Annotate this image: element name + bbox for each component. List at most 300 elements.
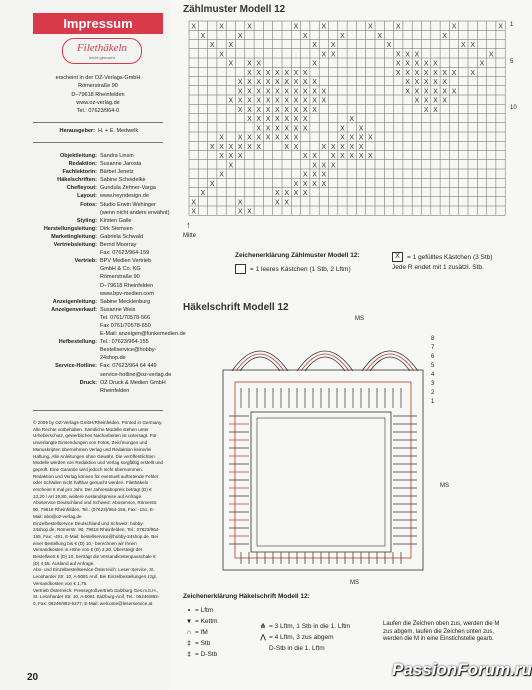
filled-cell: X [368,134,373,142]
filled-cell: X [275,79,280,87]
filled-cell: X [293,79,299,87]
crochet-chart-title: Häkelschrift Modell 12 [183,302,289,313]
filled-cell: X [330,143,336,151]
filled-cell: X [349,153,355,161]
legend-empty-text: = 1 leeres Kästchen (1 Stb, 2 Lftm) [250,265,351,273]
filled-cell: X [340,125,345,133]
row-number [510,30,517,39]
credit-label [33,290,97,298]
credit-row [33,314,163,322]
credit-row [33,201,163,209]
filled-cell: X [423,88,429,96]
filled-cell: X [284,88,289,96]
filled-cell: X [433,69,438,77]
filled-cell: X [247,208,252,216]
credit-label: Layout: [77,193,97,200]
filled-cell: X [302,97,308,105]
credit-row [33,290,163,298]
ms-label: MS [355,316,364,322]
filled-cell: X [237,143,243,151]
row-number: 10 [510,105,517,112]
filled-cell: X [340,143,345,151]
row-number [510,67,517,76]
legend-item: ‡ = Stb [183,638,218,649]
filled-cell: X [237,199,243,207]
filled-cell: X [284,97,289,105]
filled-cell: X [256,143,262,151]
filled-cell: X [414,97,420,105]
filled-cell: X [302,106,308,114]
credit-label: Vertrieb: [74,258,97,265]
row-label: 5 [431,363,435,369]
credit-value: Sandra Linsin [100,153,134,159]
filled-cell: X [386,42,392,50]
filled-cell: X [312,97,317,105]
double-crochet-icon: ‡ [187,640,191,647]
filled-cell: X [302,180,308,188]
credit-label [33,273,97,281]
credit-value: www.heyndesign.de [100,193,149,200]
credit-value: E-Mail: anzeigen@funkemedien.de [100,331,186,338]
legend-empty-box [235,264,351,274]
filled-cell: X [312,106,317,114]
filled-cell: X [265,106,271,114]
filled-cell: X [191,208,196,216]
credit-label: Redaktion: [68,161,97,168]
filled-cell: X [293,69,299,77]
credit-row [33,209,170,217]
credit-row [33,362,163,370]
filled-cell: X [275,69,280,77]
credit-value: Studio Erwin Wehinger [100,201,156,208]
row-number [510,86,517,95]
filled-cell: X [247,106,252,114]
row-number [510,114,517,123]
filled-cell: X [414,51,420,59]
address-line: Römerstraße 90 [78,83,118,90]
filled-cell: X [247,69,252,77]
filled-cell: X [219,153,224,161]
filled-cell: X [488,51,494,59]
credit-row [33,176,163,184]
credit-label: Häkelschriften: [57,177,97,184]
filled-cell: X [228,97,234,105]
filled-cell: X [302,116,308,124]
credit-row [33,338,163,346]
filled-cell: X [442,69,448,77]
up-arrow-icon: ↑ [186,220,191,230]
publisher-line [33,128,163,134]
legend-item: ▾ = Kettm [183,616,218,627]
filled-cell: X [423,106,429,114]
arch [236,354,284,371]
legal-paragraph: © 2009 by OZ-Verlags-GmbH/Rheinfelden. Printed in Germany. Alle Rechte vorbehalten. Sämtliche Modelle stehen unter Urheberschutz, gewerbliches Nacharbeiten ist untersagt. Für unverlangte Einsendungen von Fotos, Zeichnungen und Manuskripten übernehmen Verlag und Redaktion keinerlei Haftung. Alle Anleitungen ohne Gewähr. Die veröffentlichten Modelle werden von Redaktion und Verlag sorgfältig erstellt und geprüft. Eine Garantie wird jedoch nicht übernommen. Redaktion und Verlag können für eventuell auftretende Fehler oder Schäden nicht haftbar gemacht werden. Filethäkeln erscheint 6 mal pro Jahr. Der Jahresabopreis beträgt (D) € 13,20 / Arl 19,80, weitere Auslandspreise auf Anfrage. [33,420,163,499]
credit-label [33,354,97,362]
filled-cell: X [284,190,289,198]
credit-value: Dirk Siemsen [100,225,133,232]
credit-value: Fax: 07623/964 64 449 [100,363,157,370]
credit-label [33,209,97,217]
row-number [510,40,517,49]
filled-cell: X [228,60,234,68]
row-number [510,160,517,169]
credit-row [33,265,163,273]
filled-cell: X [293,143,299,151]
address-line: erscheint in der OZ-Verlags-GmbH [55,75,141,81]
filled-cell: X [256,116,262,124]
slip-stitch-icon: ▾ [187,618,191,625]
filled-cell: X [423,69,429,77]
filled-cell: X [395,23,401,31]
row-number: 5 [510,59,514,65]
row-number [510,188,517,197]
filled-cell: X [200,190,206,198]
filled-cell: X [228,153,234,161]
filled-cell: X [405,79,410,87]
filled-cell: X [470,42,475,50]
credit-label: Hefbestellung: [58,339,97,346]
legend-item: ∩ = fM [183,627,218,638]
filled-cell: X [302,190,308,198]
credit-value: Kirsten Galle [100,217,132,224]
row-number [510,77,517,86]
credit-row [33,168,163,176]
filled-cell: X [312,60,317,68]
legend-note: Jede R endet mit 1 zusätzl. Stb. [392,264,484,271]
filled-cell: X [284,143,289,151]
credit-row [33,387,163,395]
filled-cell: X [275,97,280,105]
credit-row [33,257,163,265]
legend-item: ⋔ = 3 Lftm, 1 Stb in die 1. Lftm [257,621,350,632]
credit-label [33,371,97,379]
credit-value: Sabine Mecklenburg [100,298,151,305]
filled-cell: X [414,79,420,87]
row-number [510,123,517,132]
credit-row [33,192,163,200]
credit-label: Vertriebsleitung: [53,242,97,249]
arch [240,357,280,371]
filled-cell: X [321,23,327,31]
filled-cell: X [330,42,336,50]
filled-cell: X [442,88,448,96]
filled-cell: X [219,143,224,151]
filled-cell: X [293,125,299,133]
filled-cell: X [209,143,215,151]
credits-list [33,152,186,395]
credit-row [33,233,163,241]
counting-pattern-grid [189,21,507,216]
center-label: Mitte [183,233,197,239]
credit-value: Tel.: 07623/964-155 [100,339,149,346]
filled-cell: X [293,116,299,124]
magazine-logo [62,38,142,64]
filled-cell: X [302,69,308,77]
publisher-address [33,74,163,115]
filled-cell: X [321,51,327,59]
filled-cell: X [377,32,382,40]
filled-cell: X [451,69,457,77]
filled-cell: X [265,97,271,105]
credit-label: Fotos: [80,201,97,208]
filled-cell: X [284,79,289,87]
row-number [510,95,517,104]
credit-row [33,298,163,306]
filled-cell: X [247,88,252,96]
legend-filled-box [392,252,492,262]
arch [305,357,345,371]
filled-cell: X [442,79,448,87]
credit-value: GmbH & Co. KG [100,266,141,273]
legend-column-middle [257,621,350,654]
row-label: 8 [431,336,435,342]
legend-item: D-Stb in die 1. Lftm [269,645,325,652]
filled-cell: X [237,134,243,142]
filled-cell: X [423,60,429,68]
filled-cell: X [191,199,196,207]
credit-value: OZ Druck & Medien GmbH [100,379,166,386]
filled-cell: X [275,199,280,207]
credit-row [33,152,163,160]
legend-filled-text: = 1 gefülltes Kästchen (3 Stb) [407,253,493,261]
ms-label: MS [440,483,449,489]
filled-cell: X [284,116,289,124]
credit-value: Römerstraße 90 [100,274,140,281]
crochet-chart [205,312,465,592]
credit-label [33,265,97,273]
filled-cell: X [395,69,401,77]
credit-label [33,322,97,330]
filled-cell: X [293,190,299,198]
credit-value: Susanne Jarosta [100,161,142,168]
filled-cell: X [358,143,364,151]
filled-cell: X [219,134,224,142]
page-number: 20 [27,672,39,683]
filled-cell: X [293,106,299,114]
filled-cell: X [228,42,234,50]
filled-cell: X [293,88,299,96]
filled-cell: X [284,134,289,142]
filled-cell: X [395,60,401,68]
filled-cell: X [368,153,373,161]
credit-label: Fachlektorin: [62,169,97,176]
credit-row [33,273,163,281]
divider [33,410,163,411]
filled-cell: X [265,79,271,87]
credit-row [33,217,163,225]
credit-row [33,249,163,257]
credit-value: Susanne Weis [100,306,136,313]
filled-cell: X [275,125,280,133]
credit-label: Objektleitung: [60,153,97,159]
filled-cell: X [395,51,401,59]
frame-inner [235,382,411,558]
watermark: PassionForum.ru [392,660,532,679]
credit-value: Rheinfelden [100,387,130,394]
filled-cell: X [312,42,317,50]
row-number [510,206,517,215]
filled-cell: X [405,88,410,96]
credit-row [33,225,163,233]
legal-paragraph: Abo- und Einzelbestellservice Österreich: Leser-Service, St. Leonharder Str. 10, A-5081 Anif. Bei Einzelbestellungen zzgl. Versandkosten von € 1,75. [33,567,157,586]
credit-value: Bärbel Jenetz [100,169,134,176]
row-number [510,151,517,160]
credit-value: Fax: 07623/964-159 [100,250,150,257]
row-number [510,197,517,206]
filled-cell: X [461,42,466,50]
filled-cell: X [237,88,243,96]
credit-value: D–79618 Rheinfelden [100,282,154,289]
filled-cell: X [479,60,485,68]
filled-cell: X [209,42,215,50]
filled-cell: X [321,143,327,151]
filled-cell: X [209,180,215,188]
filled-cell: X [340,32,345,40]
credit-value: (wenn nicht anders erwähnt) [100,209,170,216]
pattern-title: Zählmuster Modell 12 [183,4,286,15]
credit-label [33,346,97,354]
row-label: 6 [431,354,435,360]
filled-cell: X [340,153,345,161]
credit-label [33,330,97,338]
filled-cell: X [414,69,420,77]
filled-cell: X [237,32,243,40]
credit-value: Sabine Scheidelke [100,177,146,184]
filled-cell: X [256,97,262,105]
filled-cell: X [256,69,262,77]
row-label: 2 [431,390,435,396]
credit-row [33,354,163,362]
filled-cell: X [293,97,299,105]
arch [301,354,349,371]
credit-label [33,249,97,257]
credit-value: Fax 0761/70578-650 [100,322,151,329]
divider [33,122,163,123]
filled-cell: X [312,180,317,188]
filled-cell: X [442,32,448,40]
treble-crochet-icon: ‡ [187,651,191,658]
address-line: D–79618 Rheinfelden [71,91,125,98]
filled-cell: X [237,208,243,216]
filled-cell: X [284,199,289,207]
filled-cell: X [358,153,364,161]
filled-cell: X [358,134,364,142]
filled-cell: X [265,69,271,77]
filled-cell: X [433,88,438,96]
filled-cell: X [414,60,420,68]
publisher-label: Herausgeber: [59,128,95,134]
picot-icon: ⋔ [260,623,266,630]
filled-cell: X [237,79,243,87]
filled-cell: X [228,143,234,151]
credit-label [33,387,97,395]
row-number [510,178,517,187]
filled-cell: X [498,23,503,31]
filled-cell: X [219,171,224,179]
filled-cell: X [405,51,410,59]
filled-cell: X [451,88,457,96]
filled-cell: X [256,88,262,96]
filled-cell: X [293,180,299,188]
logo-text: Filethäkeln [76,42,128,54]
filled-cell: X [265,125,271,133]
credit-row [33,184,163,192]
row-number [510,49,517,58]
impressum-header: Impressum [33,13,163,34]
filled-cell: X [191,23,196,31]
credit-value: 24shop.de [100,355,126,362]
credit-value: Gundula Zehner-Varga [100,185,156,192]
filled-cell: X [293,134,299,142]
filled-cell: X [237,97,243,105]
credit-value: Tel. 0761/70578-566 [100,314,151,321]
filled-cell: X [228,162,234,170]
filled-cell: X [275,116,280,124]
filled-cell: X [247,97,252,105]
filled-cell: X [247,23,252,31]
filled-cell: X [275,190,280,198]
filled-cell: X [247,60,252,68]
divider [33,142,163,143]
crochet-note: Laufen die Zeichen oben zus, werden die M zus abgem, laufen die Zeichen unten zus, werden die M in eine Einstichstelle gearb. [383,621,500,642]
credit-label [33,314,97,322]
credit-label: Service-Hotline: [55,363,97,370]
row-number [510,141,517,150]
filled-cell: X [293,23,299,31]
frame-center [251,412,391,552]
frame-center-2 [257,418,385,546]
filled-cell: X [302,88,308,96]
row-label: 3 [431,381,435,387]
filled-cell: X [423,97,429,105]
credit-label: Herstellungsleitung: [43,225,97,232]
filled-cell: X [247,134,252,142]
single-crochet-icon: ∩ [186,629,192,636]
credit-value: service-hotline@oz-verlag.de [100,371,172,378]
filled-cell: X [312,171,317,179]
legend-item: • = Lftm [183,605,218,616]
filled-cell: X [256,60,262,68]
row-label: 1 [431,399,435,405]
filled-cell: X [321,171,327,179]
credit-label: Anzeigenverkauf: [51,306,97,313]
filled-cell: X [256,134,262,142]
row-label: 7 [431,345,435,351]
publisher-value: H. + E. Medwelk [98,128,139,134]
filled-cell: X [321,180,327,188]
filled-cell: X [265,88,271,96]
filled-cell: X [330,51,336,59]
filled-cell: X [275,106,280,114]
logo-subtitle: leicht gemacht [89,55,115,60]
filled-cell: X [284,125,289,133]
filled-cell: X [433,97,438,105]
filled-cell: X [405,60,410,68]
credit-value: Gabriela Schwald [100,233,144,240]
credit-label: Anzeigenleitung: [52,298,97,305]
filled-cell: X [414,88,420,96]
filled-cell: X [247,143,252,151]
filled-cell: X [340,134,345,142]
filled-cell: X [265,134,271,142]
legal-paragraph: Vertrieb Österreich: Pressegroßvertrieb Salzburg Ges.m.b.H., St. Leonharder Str. 10, A-5081 Salzburg-Anif, Tel.: 06246/882-0, Fax: 06246/882-5277, E-Mail: welcome@leserservice.at [33,587,160,606]
filled-cell: X [442,97,448,105]
credit-value: Bernd Moorray [100,242,137,249]
filled-cell: X [321,162,327,170]
filled-cell: X [321,88,327,96]
filled-cell: X [349,134,355,142]
legal-text [33,420,163,608]
